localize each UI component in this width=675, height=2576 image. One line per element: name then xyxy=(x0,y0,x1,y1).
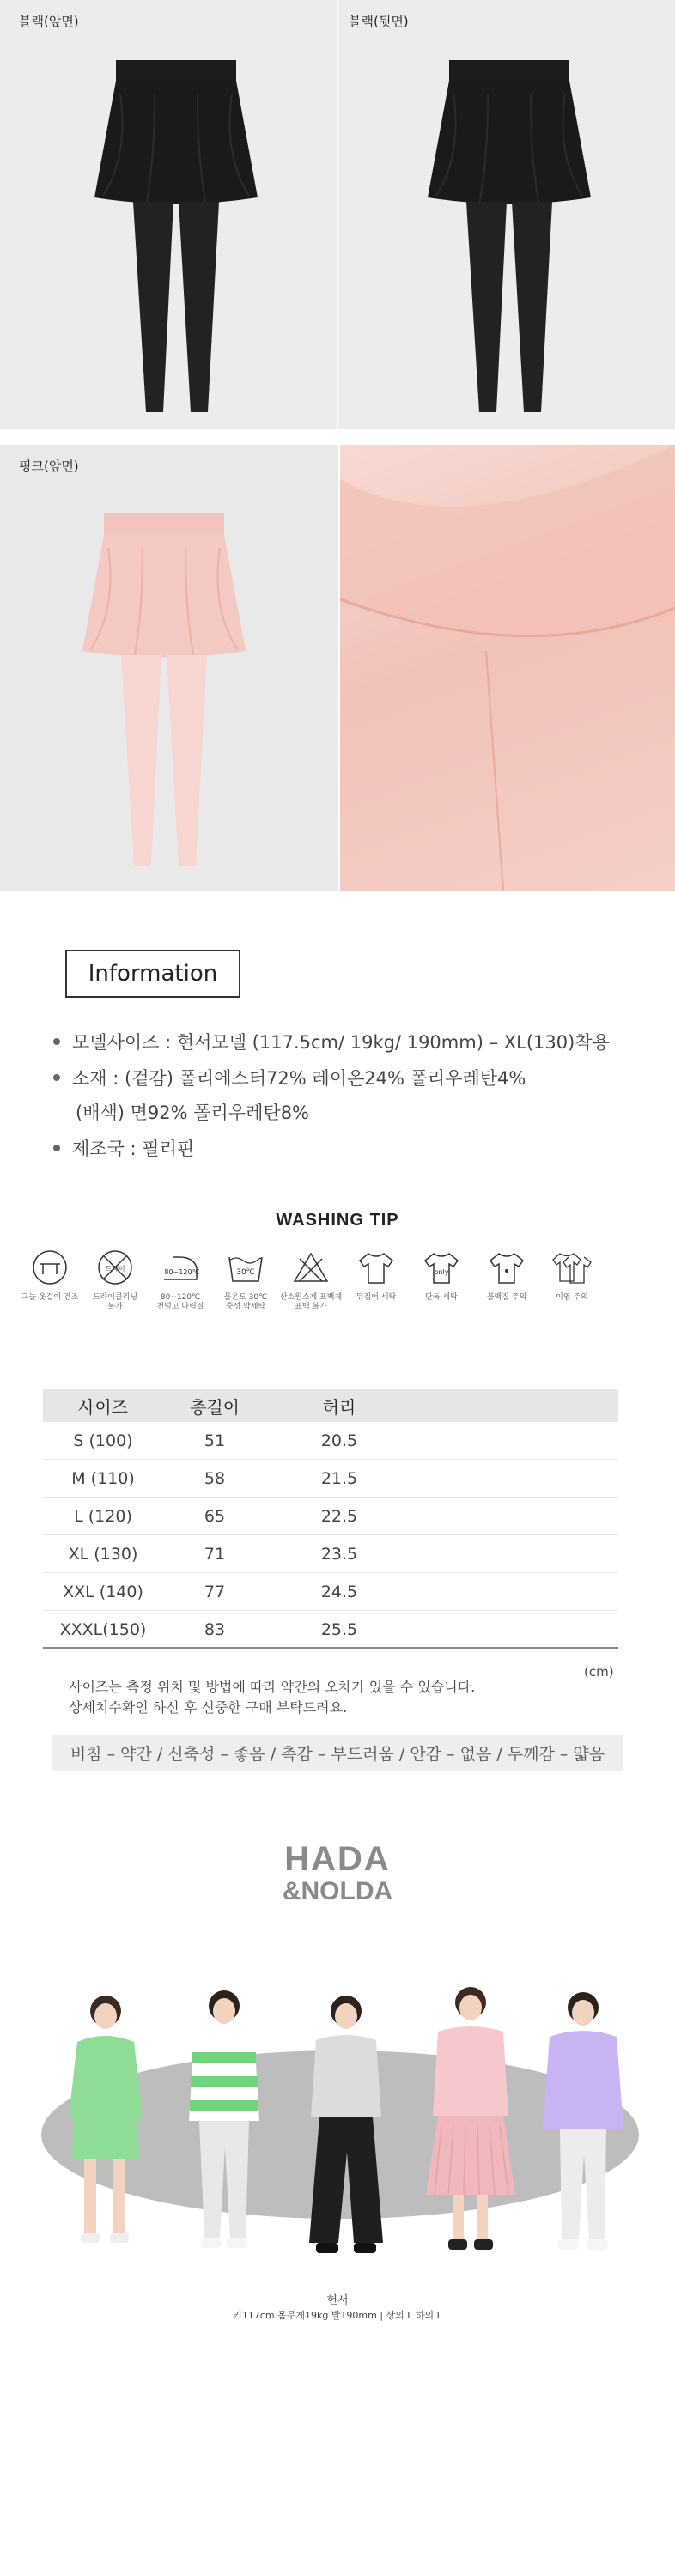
table-bottom-rule xyxy=(43,1647,618,1649)
table-row: XXL (140) 77 24.5 xyxy=(43,1573,618,1611)
header-total-length: 총길이 xyxy=(190,1396,240,1418)
bullet-dot xyxy=(53,1145,60,1151)
no-tumble-dry-icon xyxy=(96,1249,134,1286)
info-model-size: 모델사이즈 : 현서모델 (117.5cm/ 19kg/ 190mm) – XL(130)착용 xyxy=(53,1029,610,1054)
size-table-header xyxy=(43,1389,618,1422)
svg-text:only: only xyxy=(434,1268,449,1276)
brand-logo-line-1: HADA xyxy=(284,1840,391,1878)
table-row: XL (130) 71 23.5 xyxy=(43,1535,618,1573)
header-waist: 허리 xyxy=(322,1396,356,1418)
black-skirt-legging-back-image xyxy=(428,60,591,421)
information-title-box xyxy=(65,950,240,998)
model-caption-name: 현서 xyxy=(326,2294,349,2307)
wash-item-shrink-warning: 블백질 주의 xyxy=(474,1249,539,1303)
wash-item-wash-alone: only 단독 세탁 xyxy=(409,1249,474,1303)
wash-item-color-transfer: 이염 주의 xyxy=(539,1249,605,1303)
size-table xyxy=(43,1389,618,1649)
model-photo-striped-outfit xyxy=(177,1984,271,2258)
panel-label-pink-front: 핑크(앞면) xyxy=(19,459,79,474)
wash-alone-icon xyxy=(422,1249,461,1286)
svg-text:80~120℃: 80~120℃ xyxy=(164,1268,200,1276)
size-note-line-2: 상세치수확인 하신 후 신중한 구매 부탁드려요. xyxy=(69,1699,348,1716)
panel-black-back xyxy=(338,0,675,429)
wash-item-no-bleach: 산소원소계 표백제 표백 불가 xyxy=(278,1249,344,1312)
size-note-line-1: 사이즈는 측정 위치 및 방법에 따라 약간의 오차가 있을 수 있습니다. xyxy=(69,1679,476,1695)
model-photo-black-flare-outfit xyxy=(299,1989,393,2260)
panel-label-black-back: 블랙(뒷면) xyxy=(349,14,409,29)
brand-logo-line-2: &NOLDA xyxy=(282,1877,393,1905)
wash-30-icon xyxy=(226,1249,265,1286)
info-material-lining: (배색) 면92% 폴리우레탄8% xyxy=(76,1103,310,1123)
iron-icon xyxy=(159,1249,202,1286)
model-caption-spec: 키117cm 몸무게19kg 발190mm | 상의 L 하의 L xyxy=(233,2310,442,2321)
fabric-feature-text: 비침 – 약간 / 신축성 – 좋음 / 촉감 – 부드러움 / 안감 – 없음 / 두께감 – 얇음 xyxy=(70,1744,605,1764)
information-title: Information xyxy=(88,961,218,987)
model-photo-pink-pleated-outfit xyxy=(419,1980,522,2258)
wash-item-iron: 80~120℃ 80~120℃ 천덮고 다림질 xyxy=(148,1249,213,1312)
bullet-dot xyxy=(53,1038,60,1045)
table-row: L (120) 65 22.5 xyxy=(43,1498,618,1535)
fabric-feature-bar xyxy=(52,1735,623,1771)
brand-logo xyxy=(277,1840,398,1908)
panel-pink-front xyxy=(0,445,338,891)
wash-item-wash-30: 30℃ 물온도 30℃ 중성 약세탁 xyxy=(213,1249,278,1312)
table-row: S (100) 51 20.5 xyxy=(43,1422,618,1460)
panel-label-black-front: 블랙(앞면) xyxy=(19,14,79,29)
shade-dry-icon xyxy=(31,1249,69,1286)
table-row: M (110) 58 21.5 xyxy=(43,1460,618,1498)
color-transfer-icon xyxy=(550,1249,594,1286)
panel-pink-fabric-closeup xyxy=(340,445,675,891)
svg-text:드라이: 드라이 xyxy=(105,1265,125,1273)
wash-item-shade-dry: 그늘 옷걸이 건조 xyxy=(17,1249,82,1303)
svg-text:30℃: 30℃ xyxy=(236,1268,255,1277)
model-photo-green-outfit xyxy=(58,1989,153,2255)
size-unit-label: (cm) xyxy=(584,1664,614,1680)
info-origin: 제조국 : 필리핀 xyxy=(53,1135,194,1161)
inside-out-icon xyxy=(356,1249,396,1286)
wash-item-inside-out: 뒤집어 세탁 xyxy=(344,1249,409,1303)
washing-tip-title: WASHING TIP xyxy=(276,1211,399,1230)
pink-fabric-texture-image xyxy=(340,445,675,891)
black-skirt-legging-front-image xyxy=(94,60,258,421)
header-size: 사이즈 xyxy=(78,1396,128,1418)
info-material: 소재 : (겉감) 폴리에스터72% 레이온24% 폴리우레탄4% xyxy=(53,1065,526,1091)
model-photo-purple-outfit xyxy=(536,1985,630,2258)
pink-skirt-legging-front-image xyxy=(82,513,246,874)
wash-item-no-dry-clean: 드라이 드라이클리닝 불가 xyxy=(82,1249,148,1312)
bullet-dot xyxy=(53,1074,60,1081)
table-row: XXXL(150) 83 25.5 xyxy=(43,1611,618,1649)
no-bleach-icon xyxy=(291,1249,331,1286)
panel-black-front xyxy=(0,0,337,429)
shrink-warning-icon xyxy=(487,1249,526,1286)
